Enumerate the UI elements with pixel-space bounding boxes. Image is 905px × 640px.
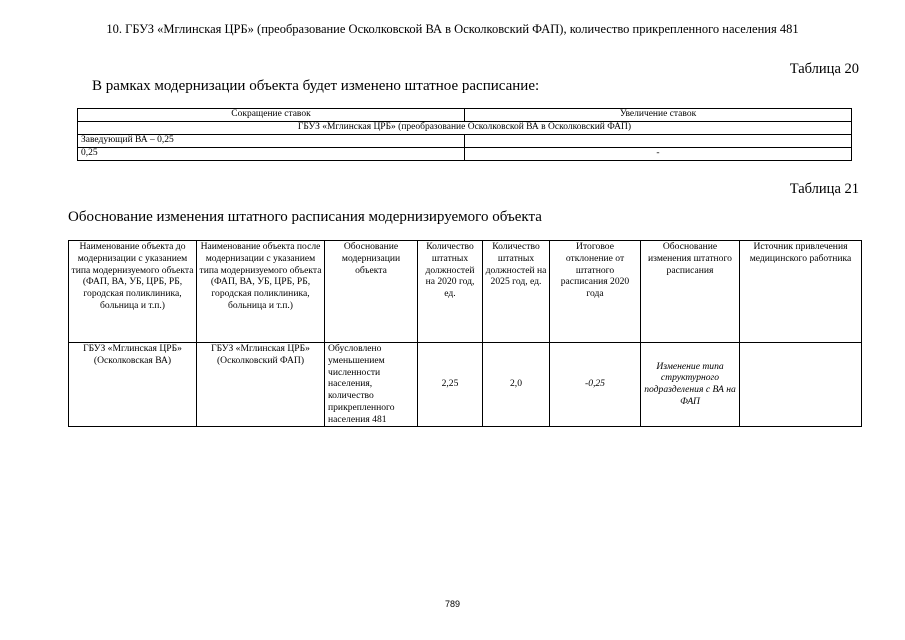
document-header: 10. ГБУЗ «Мглинская ЦРБ» (преобразование Осколковской ВА в Осколковский ФАП), количество прикрепленного населения 481 <box>106 22 799 36</box>
table-21-title: Обоснование изменения штатного расписания модернизируемого объекта <box>68 209 542 225</box>
table-row <box>78 148 852 161</box>
header-cell-reduction: Сокращение ставок <box>78 109 465 122</box>
table-21-caption: Таблица 21 <box>789 181 859 197</box>
table-cell: Заведующий ВА – 0,25 <box>78 135 465 148</box>
header-cell-staff-2025: Количество штатных должностей на 2025 год, ед. <box>483 241 550 343</box>
page-number: 789 <box>444 599 461 609</box>
table-cell-object-before: ГБУЗ «Мглинская ЦРБ» (Осколковская ВА) <box>69 343 197 427</box>
table-20-intro: В рамках модернизации объекта будет изменено штатное расписание: <box>92 78 540 94</box>
institution-span-cell: ГБУЗ «Мглинская ЦРБ» (преобразование Осколковской ВА в Осколковский ФАП) <box>78 122 852 135</box>
header-cell-deviation: Итоговое отклонение от штатного расписания 2020 года <box>550 241 641 343</box>
table-20-caption: Таблица 20 <box>789 61 859 77</box>
table-cell-staff-2025: 2,0 <box>483 343 550 427</box>
table-cell-deviation: -0,25 <box>550 343 641 427</box>
table-header-row <box>69 241 862 343</box>
table-cell: 0,25 <box>78 148 465 161</box>
header-cell-modernization-reason: Обоснование модернизации объекта <box>325 241 418 343</box>
table-cell: - <box>465 148 852 161</box>
table-row <box>78 135 852 148</box>
table-header-row <box>78 109 852 122</box>
staffing-change-table <box>77 108 852 161</box>
header-cell-staff-2020: Количество штатных должностей на 2020 год, ед. <box>418 241 483 343</box>
header-cell-change-reason: Обоснование изменения штатного расписания <box>641 241 740 343</box>
table-span-row <box>78 122 852 135</box>
header-cell-source: Источник привлечения медицинского работника <box>740 241 862 343</box>
header-cell-object-before: Наименование объекта до модернизации с указанием типа модернизуемого объекта (ФАП, ВА, УБ, ЦРБ, РБ, городская поликлиника, больница и т.п.) <box>69 241 197 343</box>
staffing-justification-table <box>68 240 862 427</box>
header-cell-object-after: Наименование объекта после модернизации с указанием типа модернизуемого объекта (ФАП, ВА, УБ, ЦРБ, РБ, городская поликлиника, больница и т.п.) <box>197 241 325 343</box>
table-cell-modernization-reason: Обусловлено уменьшением численности населения, количество прикрепленного населения 481 <box>325 343 418 427</box>
header-cell-increase: Увеличение ставок <box>465 109 852 122</box>
table-cell-object-after: ГБУЗ «Мглинская ЦРБ» (Осколковский ФАП) <box>197 343 325 427</box>
table-cell-source <box>740 343 862 427</box>
table-row <box>69 343 862 427</box>
table-cell-staff-2020: 2,25 <box>418 343 483 427</box>
table-cell-change-reason: Изменение типа структурного подразделения с ВА на ФАП <box>641 343 740 427</box>
table-cell <box>465 135 852 148</box>
